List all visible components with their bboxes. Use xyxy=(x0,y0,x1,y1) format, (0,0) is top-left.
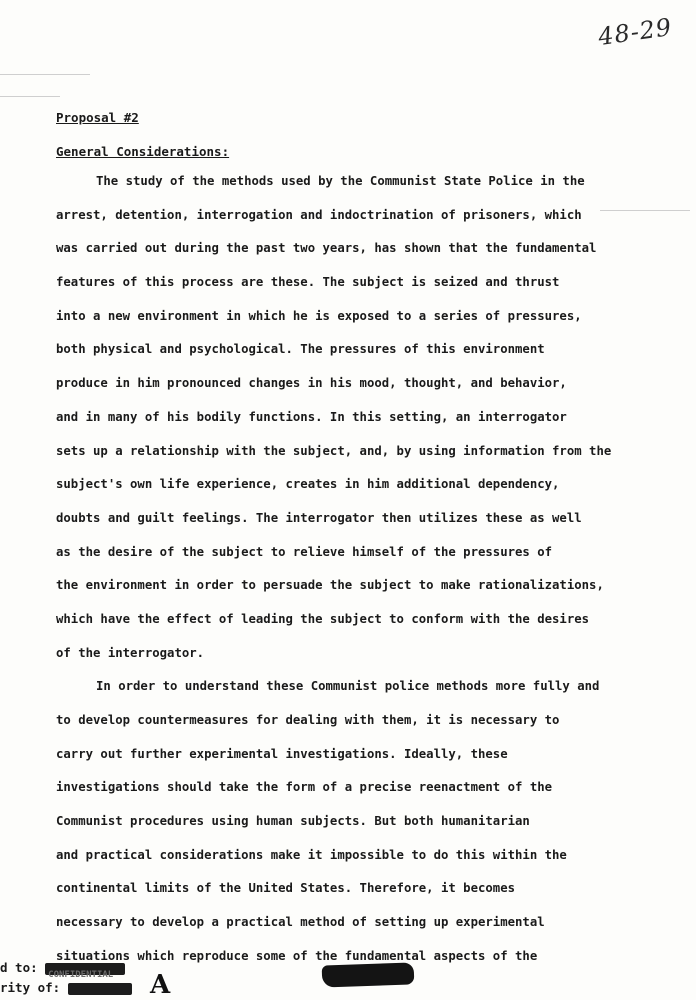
text-line: situations which reproduce some of the fundamental aspects of the xyxy=(56,948,538,963)
text-line: necessary to develop a practical method of setting up experimental xyxy=(56,915,545,930)
text-line: both physical and psychological. The pressures of this environment xyxy=(56,342,545,357)
text-line: and in many of his bodily functions. In this setting, an interrogator xyxy=(56,409,567,424)
text-line: which have the effect of leading the subject to conform with the desires xyxy=(56,611,590,626)
routing-label: d to: xyxy=(0,960,38,975)
text-line: and practical considerations make it impossible to do this within the xyxy=(56,847,567,862)
routing-label: rity of: xyxy=(0,980,61,995)
text-line: the environment in order to persuade the subject to make rationalizations, xyxy=(56,578,604,593)
text-line: into a new environment in which he is exposed to a series of pressures, xyxy=(56,308,582,323)
text-line: The study of the methods used by the Communist State Police in the xyxy=(96,174,585,188)
text-line: arrest, detention, interrogation and indoctrination of prisoners, which xyxy=(56,207,582,222)
proposal-heading: Proposal #2 xyxy=(56,110,139,125)
text-line: doubts and guilt feelings. The interrogator then utilizes these as well xyxy=(56,510,582,525)
routing-line-1 xyxy=(0,958,132,978)
text-line: In order to understand these Communist police methods more fully and xyxy=(96,679,600,694)
scan-noise xyxy=(0,74,90,75)
scan-noise xyxy=(0,96,60,97)
handwritten-reference-number: 48-29 xyxy=(596,12,674,52)
body-text xyxy=(56,174,686,983)
redacted-authority xyxy=(68,983,132,995)
text-line: sets up a relationship with the subject, and, by using information from the xyxy=(56,443,612,458)
text-line: subject's own life experience, creates in him additional dependency, xyxy=(56,477,560,492)
routing-footer xyxy=(0,958,132,998)
handwritten-mark: A xyxy=(150,970,171,1000)
text-line: continental limits of the United States. Therefore, it becomes xyxy=(56,881,516,896)
text-line: features of this process are these. The subject is seized and thrust xyxy=(56,275,560,290)
text-line: Communist procedures using human subjects. But both humanitarian xyxy=(56,814,530,829)
text-line: as the desire of the subject to relieve himself of the pressures of xyxy=(56,544,553,559)
text-line: carry out further experimental investigations. Ideally, these xyxy=(56,746,508,761)
redaction-blot xyxy=(322,962,415,987)
classification-stamp-text: CONFIDENTIAL xyxy=(48,969,114,980)
text-line: was carried out during the past two years, has shown that the fundamental xyxy=(56,241,597,256)
classification-stamp xyxy=(45,963,125,980)
text-line: investigations should take the form of a precise reenactment of the xyxy=(56,780,553,795)
text-line: produce in him pronounced changes in his mood, thought, and behavior, xyxy=(56,376,567,391)
text-line: of the interrogator. xyxy=(56,645,205,660)
text-line: to develop countermeasures for dealing with them, it is necessary to xyxy=(56,713,560,727)
general-considerations-heading: General Considerations: xyxy=(56,144,230,159)
routing-line-2 xyxy=(0,978,132,998)
